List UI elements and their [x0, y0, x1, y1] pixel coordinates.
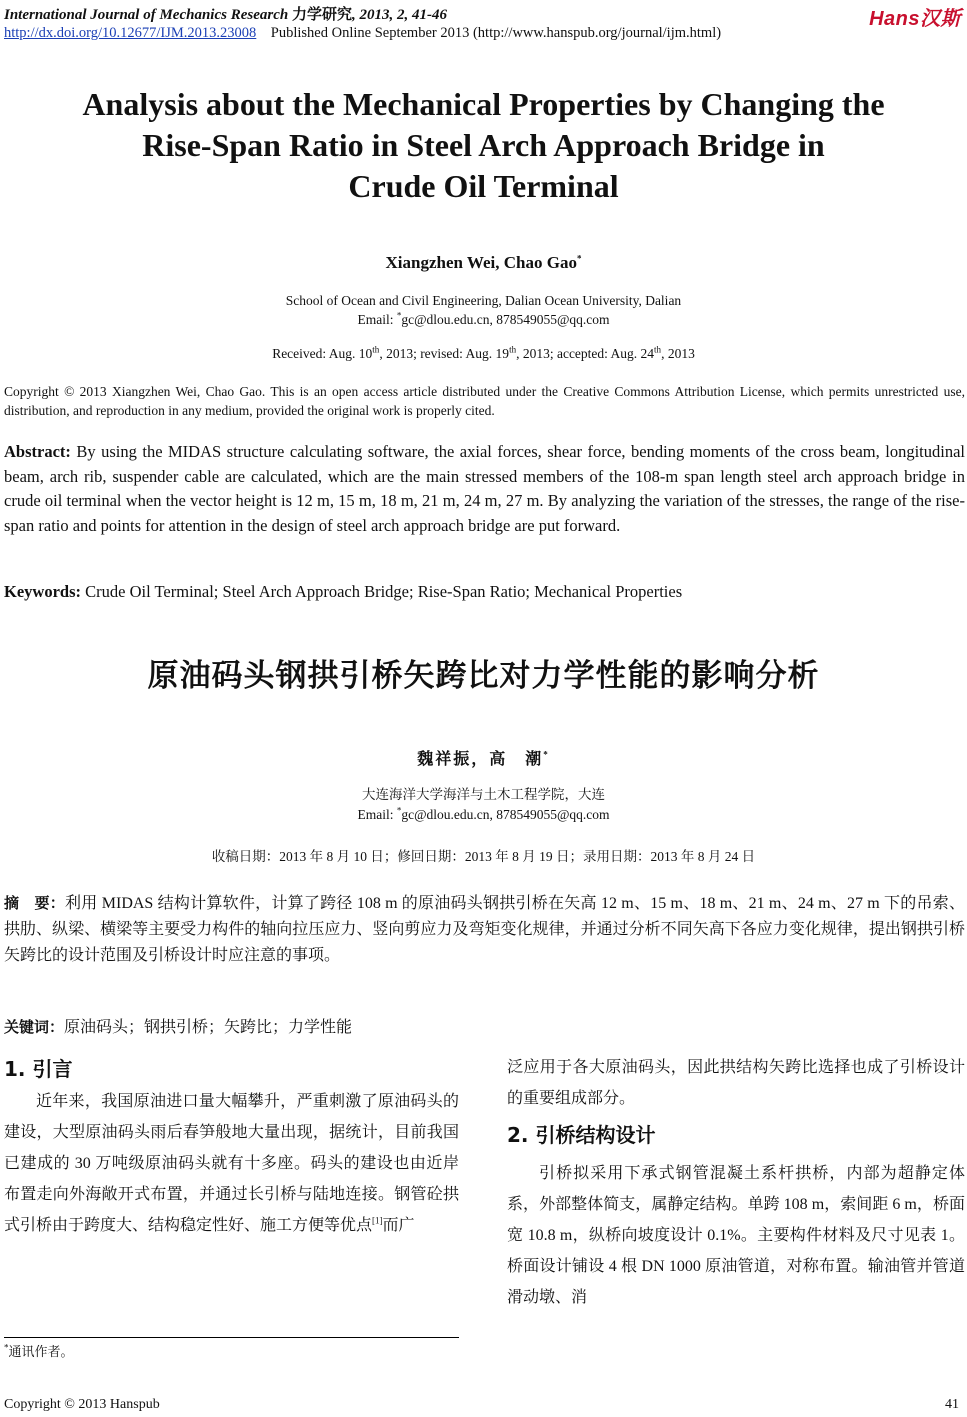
received-date: Received: Aug. 10 [272, 346, 373, 361]
corresponding-mark-cn: * [543, 749, 550, 760]
affiliation-en-text: School of Ocean and Civil Engineering, Dalian Ocean University, Dalian [285, 293, 682, 308]
journal-name-cn: 力学研究 [291, 7, 352, 23]
copyright-notice: Copyright © 2013 Xiangzhen Wei, Chao Gao. This is an open access article distributed under the Creative Commons Attribution License, which permits unrestricted use, distribution, and reproduction in any medium, provided the original work is properly cited. [4, 384, 965, 418]
email-label: Email: [357, 312, 397, 327]
section-1-continued: 泛应用于各大原油码头，因此拱结构矢跨比选择也成了引桥设计的重要组成部分。 [507, 1059, 965, 1107]
email-value[interactable]: gc@dlou.edu.cn, 878549055@qq.com [401, 312, 610, 327]
keywords-text: Crude Oil Terminal; Steel Arch Approach Bridge; Rise-Span Ratio; Mechanical Properties [81, 582, 683, 601]
footnote-text: 通讯作者。 [8, 1344, 74, 1359]
authors-en [0, 253, 967, 273]
publication-info [4, 25, 721, 42]
abstract-cn [4, 890, 965, 969]
footnote-rule [4, 1337, 459, 1338]
body-column-left [4, 1052, 459, 1241]
section-1-paragraph [4, 1086, 459, 1241]
journal-volume: , 2013, 2, 41-46 [351, 7, 447, 23]
footer-copyright: Copyright © 2013 Hanspub [4, 1397, 160, 1412]
journal-header [4, 3, 447, 24]
keywords-en [4, 580, 965, 604]
keywords-cn-label: 关键词： [4, 1018, 65, 1036]
date-end: , 2013 [661, 346, 695, 361]
abstract-text: By using the MIDAS structure calculating software, the axial forces, shear force, bending moments of the cross beam, longitudinal beam, arch rib, suspender cable are calculated, which are the main stressed members of the 108-m span length steel arch approach bridge in crude oil terminal when the vector height is 12 m, 15 m, 18 m, 21 m, 24 m, 27 m. By analyzing the variation of the stresses, the range of the rise-span ratio and points for attention in the design of steel arch approach bridge are put forward. [4, 442, 965, 535]
accepted-date: , 2013; accepted: Aug. 24 [516, 346, 655, 361]
dates-en [0, 346, 967, 362]
email-value-cn[interactable]: gc@dlou.edu.cn, 878549055@qq.com [401, 807, 610, 822]
journal-name: International Journal of Mechanics Research [4, 7, 289, 23]
th-1: th [372, 344, 380, 355]
keywords-cn-text: 原油码头；钢拱引桥；矢跨比；力学性能 [64, 1019, 353, 1036]
section-1-text: 近年来，我国原油进口量大幅攀升，严重刺激了原油码头的建设，大型原油码头雨后春笋般地大量出现，据统计，目前我国已建成的 30 万吨级原油码头就有十多座。码头的建设也由近岸布置走向外海敞开式布置，并通过长引桥与陆地连接。钢管砼拱式引桥由于跨度大、结构稳定性好、施工方便等优点 [4, 1093, 459, 1234]
email-mark-cn: * [396, 805, 402, 816]
affiliation-cn-text: 大连海洋大学海洋与土木工程学院，大连 [362, 787, 605, 802]
title-cn: 原油码头钢拱引桥矢跨比对力学性能的影响分析 [147, 658, 820, 694]
title-en [0, 84, 967, 207]
doi-link[interactable]: http://dx.doi.org/10.12677/IJM.2013.23008 [4, 25, 257, 41]
affiliation-en [0, 291, 967, 329]
title-en-line-1: Analysis about the Mechanical Properties by Changing the [82, 86, 885, 122]
citation-1[interactable]: [1] [372, 1215, 383, 1226]
section-1-text-end: 而广 [382, 1217, 415, 1234]
title-en-line-3: Crude Oil Terminal [348, 168, 619, 204]
keywords-label: Keywords: [4, 582, 81, 601]
body-column-right [507, 1052, 965, 1313]
abstract-cn-label: 摘 要： [4, 894, 66, 912]
title-en-line-2: Rise-Span Ratio in Steel Arch Approach Bridge in [142, 127, 825, 163]
dates-cn: 收稿日期：2013 年 8 月 10 日；修回日期：2013 年 8 月 19 日；录用日期：2013 年 8 月 24 日 [211, 849, 756, 864]
revised-date: , 2013; revised: Aug. 19 [379, 346, 510, 361]
section-2-paragraph: 引桥拟采用下承式钢管混凝土系杆拱桥，内部为超静定体系，外部整体简支，属静定结构。单跨 108 m，索间距 6 m，桥面宽 10.8 m，纵桥向坡度设计 0.1%。主要构件材料及尺寸见表 1。桥面设计铺设 4 根 DN 1000 原油管道，对称布置。输油管并管道滑动墩、消 [507, 1165, 965, 1306]
abstract-label: Abstract: [4, 442, 71, 461]
authors-cn [0, 746, 967, 769]
th-3: th [654, 344, 662, 355]
section-1-heading: 1. 引言 [4, 1057, 73, 1081]
authors-cn-text: 魏祥振，高 潮 [417, 751, 544, 768]
footnote [4, 1341, 74, 1360]
corresponding-mark: * [576, 253, 582, 264]
section-2-heading: 2. 引桥结构设计 [507, 1123, 656, 1147]
email-cn [0, 805, 967, 825]
abstract-en [4, 440, 965, 538]
abstract-cn-text: 利用 MIDAS 结构计算软件，计算了跨径 108 m 的原油码头钢拱引桥在矢高 12 m、15 m、18 m、21 m、24 m、27 m 下的吊索、拱肋、纵梁、横梁等主要受力构件的轴向拉压应力、竖向剪应力及弯矩变化规律，并通过分析不同矢高下各应力变化规律，提出钢拱引桥矢跨比的设计范围及引桥设计时应注意的事项。 [4, 895, 965, 964]
affiliation-cn [0, 785, 967, 825]
keywords-cn [4, 1014, 965, 1041]
th-2: th [509, 344, 517, 355]
page-number: 41 [945, 1397, 959, 1412]
authors-en-text: Xiangzhen Wei, Chao Gao [385, 253, 577, 272]
footnote-mark: * [4, 1342, 9, 1353]
email-en [0, 310, 967, 329]
email-mark: * [396, 310, 402, 321]
email-label-cn: Email: [357, 807, 397, 822]
publisher-logo: Hans汉斯 [869, 8, 961, 30]
published-online: Published Online September 2013 (http://www.hanspub.org/journal/ijm.html) [270, 25, 722, 41]
